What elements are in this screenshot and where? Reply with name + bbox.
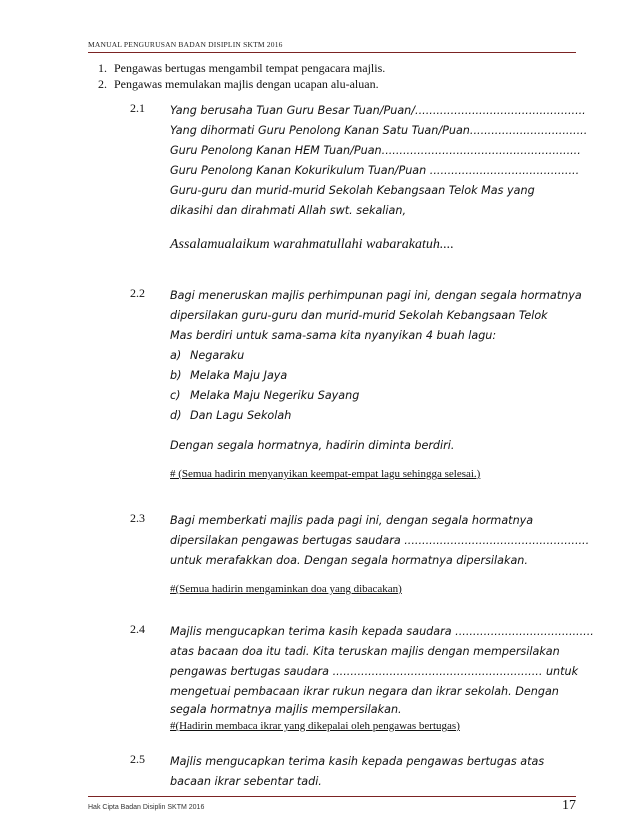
section-number: 2.1 [130, 101, 145, 115]
text-line: Guru-guru dan murid-murid Sekolah Kebangsaan Telok Mas yang [170, 184, 535, 197]
text-line: Majlis mengucapkan terima kasih kepada pengawas bertugas atas [170, 755, 545, 768]
running-header: MANUAL PENGURUSAN BADAN DISIPLIN SKTM 2016 [88, 40, 283, 49]
closing-line: Dengan segala hormatnya, hadirin diminta berdiri. [170, 439, 455, 452]
stage-note: #(Hadirin membaca ikrar yang dikepalai oleh pengawas bertugas) [170, 720, 460, 732]
section-2-4 [130, 622, 594, 734]
text-line: mengetuai pembacaan ikrar rukun negara dan ikrar sekolah. Dengan [170, 685, 559, 698]
text-line: Mas berdiri untuk sama-sama kita nyanyikan 4 buah lagu: [170, 329, 497, 342]
section-number: 2.2 [130, 286, 145, 300]
list-item: 1. Pengawas bertugas mengambil tempat pengacara majlis. [98, 61, 386, 75]
text-line: Yang berusaha Tuan Guru Besar Tuan/Puan/................................................ [170, 104, 586, 117]
text-line: dikasihi dan dirahmati Allah swt. sekalian, [170, 204, 407, 217]
song-item: b) Melaka Maju Jaya [170, 369, 288, 382]
section-number: 2.4 [130, 622, 145, 636]
text-line: dipersilakan pengawas bertugas saudara .................................................... [170, 534, 590, 547]
song-item: d) Dan Lagu Sekolah [170, 409, 292, 422]
stage-note: #(Semua hadirin mengaminkan doa yang dibacakan) [170, 583, 402, 595]
song-item: c) Melaka Maju Negeriku Sayang [170, 389, 360, 402]
text-line: Bagi meneruskan majlis perhimpunan pagi ini, dengan segala hormatnya [170, 289, 582, 302]
section-number: 2.5 [130, 752, 145, 766]
section-number: 2.3 [130, 511, 145, 525]
text-line: Guru Penolong Kanan Kokurikulum Tuan/Puan .......................................... [170, 164, 580, 177]
text-line: Yang dihormati Guru Penolong Kanan Satu Tuan/Puan................................. [170, 124, 588, 137]
footer-copyright: Hak Cipta Badan Disiplin SKTM 2016 [88, 804, 205, 811]
text-line: Guru Penolong Kanan HEM Tuan/Puan........................................................ [170, 144, 581, 157]
stage-note: # (Semua hadirin menyanyikan keempat-empat lagu sehingga selesai.) [170, 468, 481, 480]
text-line: bacaan ikrar sebentar tadi. [170, 775, 322, 788]
page-number: 17 [562, 798, 576, 813]
text-line: Majlis mengucapkan terima kasih kepada saudara ....................................... [170, 625, 594, 638]
list-item: 2. Pengawas memulakan majlis dengan ucapan alu-aluan. [98, 77, 379, 91]
intro-list [98, 60, 385, 92]
text-line: atas bacaan doa itu tadi. Kita teruskan majlis dengan mempersilakan [170, 645, 560, 658]
text-line: pengawas bertugas saudara ........................................................... untuk [170, 665, 579, 678]
text-line: segala hormatnya majlis mempersilakan. [170, 703, 402, 716]
section-2-2 [130, 286, 582, 482]
text-line: Bagi memberkati majlis pada pagi ini, dengan segala hormatnya [170, 514, 534, 527]
song-item: a) Negaraku [170, 349, 245, 362]
section-2-3 [130, 511, 590, 597]
section-2-5 [130, 752, 578, 792]
text-line: untuk merafakkan doa. Dengan segala hormatnya dipersilakan. [170, 554, 528, 567]
text-line: dipersilakan guru-guru dan murid-murid Sekolah Kebangsaan Telok [170, 309, 548, 322]
header-rule [88, 52, 576, 53]
footer-rule [88, 796, 576, 797]
section-2-1 [130, 101, 588, 255]
greeting: Assalamualaikum warahmatullahi wabarakatuh.... [170, 237, 454, 252]
